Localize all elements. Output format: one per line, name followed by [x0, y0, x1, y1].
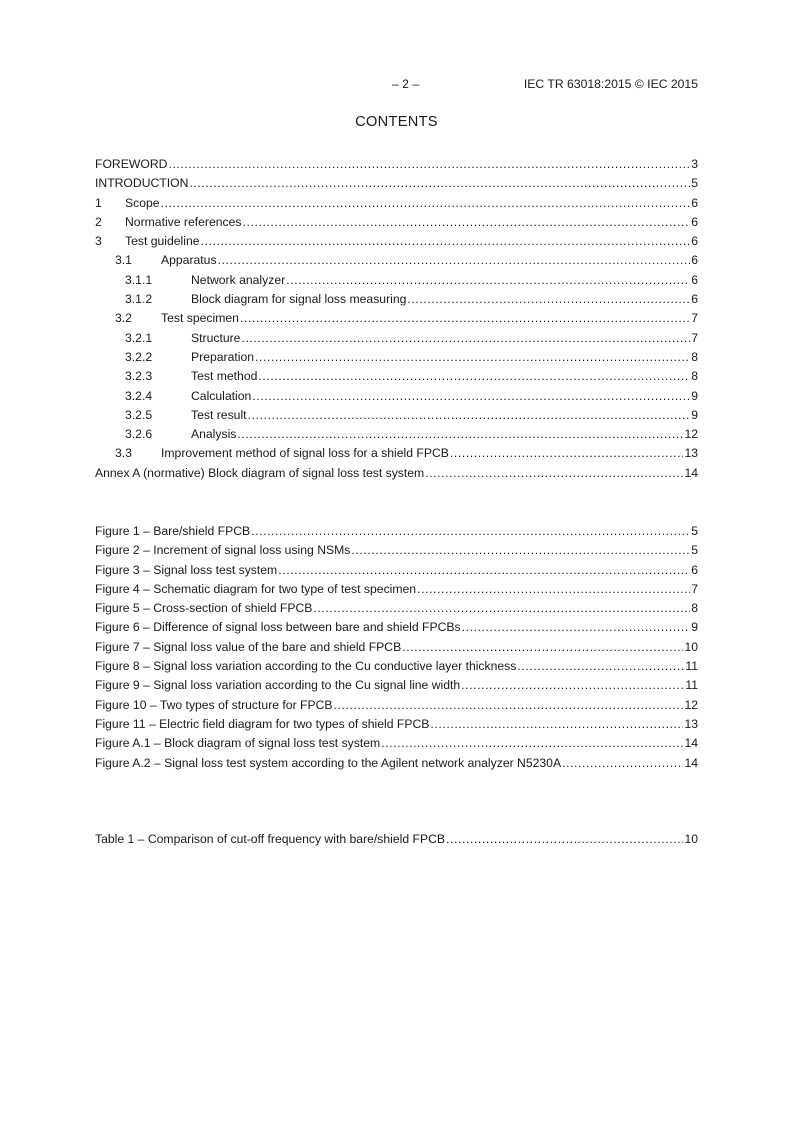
toc-page-number: 9 [691, 407, 698, 422]
toc-page-number: 5 [691, 524, 698, 538]
toc-entry-title: Test result [191, 407, 247, 422]
toc-page-number: 7 [691, 330, 698, 345]
dot-leader [407, 290, 690, 309]
toc-page-number: 13 [684, 716, 698, 731]
toc-page-number: 10 [684, 639, 698, 654]
dot-leader [251, 522, 690, 541]
dot-leader [237, 425, 683, 444]
toc-page-number: 13 [684, 446, 698, 461]
dot-leader [278, 561, 690, 580]
dot-leader [241, 329, 690, 348]
toc-entry-title: Figure 8 – Signal loss variation according to the Cu conductive layer thickness [95, 659, 517, 674]
dot-leader [446, 830, 683, 849]
toc-page-number: 6 [691, 214, 698, 229]
toc-row[interactable] [95, 464, 698, 483]
toc-row[interactable] [95, 676, 698, 695]
toc-entry-number: 3.1.1 [125, 272, 153, 287]
toc-row[interactable] [95, 830, 698, 849]
toc-row[interactable] [95, 522, 698, 541]
dot-leader [243, 213, 691, 232]
toc-entry-title: Structure [191, 330, 241, 345]
toc-page-number: 9 [691, 388, 698, 403]
dot-leader [562, 754, 683, 773]
dot-leader [286, 271, 690, 290]
toc-row[interactable] [95, 213, 698, 232]
toc-page-number: 14 [684, 755, 698, 770]
toc-entry-title: Normative references [125, 214, 242, 229]
toc-page-number: 6 [691, 195, 698, 210]
dot-leader [402, 638, 683, 657]
toc-row[interactable] [95, 715, 698, 734]
toc-row[interactable] [95, 387, 698, 406]
toc-row[interactable] [95, 155, 698, 174]
toc-entry-title: Figure A.1 – Block diagram of signal loss test system [95, 736, 381, 751]
toc-section-tables [95, 830, 698, 849]
toc-entry-number: 2 [95, 214, 102, 229]
toc-page-number: 3 [691, 157, 698, 171]
dot-leader [417, 580, 690, 599]
toc-entry-title: Figure 5 – Cross-section of shield FPCB [95, 601, 313, 616]
page-title: CONTENTS [355, 114, 438, 130]
dot-leader [201, 232, 691, 251]
dot-leader [351, 541, 690, 560]
toc-entry-title: Calculation [191, 388, 252, 403]
dot-leader [430, 715, 683, 734]
toc-entry-title: Test method [191, 369, 258, 384]
toc-row[interactable] [95, 271, 698, 290]
toc-entry-number: 3.1 [115, 253, 132, 268]
toc-row[interactable] [95, 290, 698, 309]
toc-row[interactable] [95, 174, 698, 193]
dot-leader [240, 309, 690, 328]
toc-entry-title: Annex A (normative) Block diagram of signal loss test system [95, 465, 425, 480]
page-number: – 2 – [392, 77, 420, 91]
toc-page-number: 5 [691, 543, 698, 558]
document-reference: IEC TR 63018:2015 © IEC 2015 [523, 77, 698, 91]
toc-page-number: 9 [691, 620, 698, 635]
toc-entry-number: 3.2.6 [125, 427, 153, 442]
toc-page-number: 7 [691, 581, 698, 596]
dot-leader [168, 155, 690, 174]
dot-leader [218, 251, 691, 270]
toc-entry-title: Network analyzer [191, 272, 286, 287]
toc-page-number: 6 [691, 272, 698, 287]
toc-row[interactable] [95, 618, 698, 637]
toc-row[interactable] [95, 329, 698, 348]
toc-page-number: 10 [684, 832, 698, 846]
toc-row[interactable] [95, 232, 698, 251]
toc-page-number: 12 [684, 427, 698, 442]
toc-entry-title: Figure 9 – Signal loss variation according to the Cu signal line width [95, 678, 461, 693]
toc-entry-title: Figure 11 – Electric field diagram for two types of shield FPCB [95, 716, 430, 731]
toc-entry-number: 3.2.2 [125, 349, 153, 364]
toc-entry-title: Table 1 – Comparison of cut-off frequency with bare/shield FPCB [95, 832, 446, 846]
toc-entry-number: 3.2.5 [125, 407, 153, 422]
toc-row[interactable] [95, 734, 698, 753]
toc-page-number: 14 [684, 736, 698, 751]
dot-leader [161, 194, 691, 213]
toc-row[interactable] [95, 754, 698, 773]
toc-entry-title: Figure 7 – Signal loss value of the bare and shield FPCB [95, 639, 402, 654]
toc-page-number: 12 [684, 697, 698, 712]
toc-row[interactable] [95, 638, 698, 657]
dot-leader [313, 599, 690, 618]
dot-leader [255, 348, 690, 367]
toc-entry-title: Figure 3 – Signal loss test system [95, 562, 278, 577]
toc-entry-title: Figure 4 – Schematic diagram for two type of test specimen [95, 581, 417, 596]
dot-leader [425, 464, 683, 483]
toc-entry-title: INTRODUCTION [95, 176, 189, 191]
toc-entry-title: Block diagram for signal loss measuring [191, 292, 407, 307]
toc-page-number: 8 [691, 349, 698, 364]
dot-leader [450, 444, 684, 463]
dot-leader [252, 387, 690, 406]
toc-page-number: 8 [691, 369, 698, 384]
toc-row[interactable] [95, 444, 698, 463]
dot-leader [462, 618, 691, 637]
dot-leader [381, 734, 683, 753]
toc-entry-number: 3.2.1 [125, 330, 153, 345]
toc-entry-title: Test specimen [161, 311, 239, 326]
toc-page-number: 14 [684, 465, 698, 480]
toc-entry-title: FOREWORD [95, 157, 168, 171]
toc-entry-number: 3 [95, 234, 102, 249]
toc-page-number: 6 [691, 253, 698, 268]
dot-leader [517, 657, 684, 676]
toc-row[interactable] [95, 599, 698, 618]
toc-entry-title: Scope [125, 195, 160, 210]
toc-row[interactable] [95, 425, 698, 444]
dot-leader [258, 367, 690, 386]
toc-row[interactable] [95, 251, 698, 270]
toc-entry-number: 3.3 [115, 446, 132, 461]
toc-row[interactable] [95, 406, 698, 425]
dot-leader [189, 174, 690, 193]
toc-row[interactable] [95, 348, 698, 367]
toc-row[interactable] [95, 580, 698, 599]
toc-row[interactable] [95, 657, 698, 676]
toc-entry-number: 3.2.4 [125, 388, 153, 403]
toc-entry-title: Test guideline [125, 234, 200, 249]
toc-section-entries [95, 155, 698, 483]
toc-entry-title: Figure A.2 – Signal loss test system according to the Agilent network analyzer N5230A [95, 755, 562, 770]
toc-page-number: 6 [691, 234, 698, 249]
toc-entry-title: Figure 1 – Bare/shield FPCB [95, 524, 251, 538]
dot-leader [461, 676, 684, 695]
toc-row[interactable] [95, 541, 698, 560]
toc-entry-title: Figure 2 – Increment of signal loss using NSMs [95, 543, 351, 558]
toc-section-figures [95, 522, 698, 773]
toc-page-number: 6 [691, 562, 698, 577]
toc-entry-title: Apparatus [161, 253, 217, 268]
toc-entry-number: 1 [95, 195, 102, 210]
toc-row[interactable] [95, 309, 698, 328]
toc-entry-title: Improvement method of signal loss for a shield FPCB [161, 446, 449, 461]
toc-row[interactable] [95, 367, 698, 386]
dot-leader [334, 696, 684, 715]
toc-row[interactable] [95, 194, 698, 213]
toc-entry-title: Preparation [191, 349, 255, 364]
toc-entry-number: 3.1.2 [125, 292, 153, 307]
toc-entry-number: 3.2 [115, 311, 132, 326]
toc-entry-title: Analysis [191, 427, 237, 442]
page-header [95, 77, 698, 93]
toc-page-number: 6 [691, 292, 698, 307]
toc-row[interactable] [95, 696, 698, 715]
dot-leader [248, 406, 691, 425]
toc-page-number: 11 [685, 678, 698, 693]
toc-row[interactable] [95, 561, 698, 580]
toc-page-number: 8 [691, 601, 698, 616]
toc-page-number: 7 [691, 311, 698, 326]
toc-entry-title: Figure 10 – Two types of structure for FPCB [95, 697, 333, 712]
toc-page-number: 5 [691, 176, 698, 191]
toc-entry-title: Figure 6 – Difference of signal loss between bare and shield FPCBs [95, 620, 461, 635]
toc-page-number: 11 [685, 659, 698, 674]
toc-entry-number: 3.2.3 [125, 369, 153, 384]
